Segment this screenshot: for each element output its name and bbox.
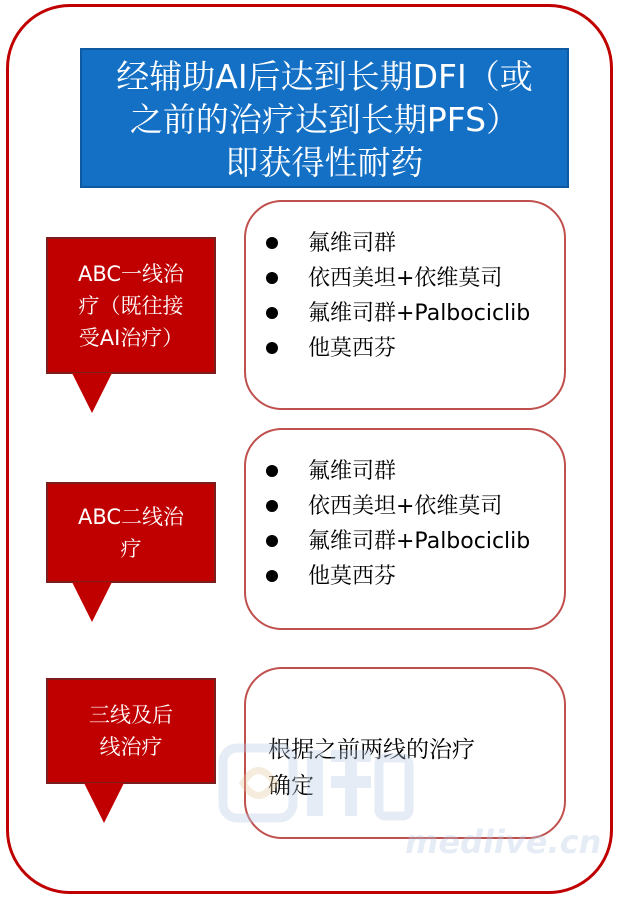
regimen-box-first-line — [244, 200, 566, 410]
list-item-text: 依西美坦+依维莫司 — [308, 266, 503, 291]
callout-second-line — [46, 482, 216, 583]
list-item-text: 氟维司群 — [308, 459, 397, 484]
bullet-icon — [266, 465, 278, 477]
regimen-note-line: 根据之前两线的治疗 — [268, 737, 475, 763]
list-item-text: 他莫西芬 — [308, 336, 397, 361]
bullet-icon — [266, 307, 278, 319]
regimen-list — [264, 454, 530, 594]
callout-third-line — [46, 678, 216, 784]
title-line: 之前的治疗达到长期PFS） — [129, 100, 520, 139]
list-item — [264, 331, 530, 366]
list-item — [264, 454, 530, 489]
regimen-box-third-line — [244, 667, 566, 839]
list-item — [264, 559, 530, 594]
regimen-note — [268, 732, 558, 804]
list-item — [264, 489, 530, 524]
callout-label-line: 疗 — [120, 536, 142, 561]
regimen-note-line: 确定 — [268, 773, 314, 799]
callout-label-line: 线治疗 — [99, 735, 163, 759]
list-item — [264, 524, 530, 559]
bullet-icon — [266, 237, 278, 249]
list-item-text: 氟维司群+Palbociclib — [308, 301, 531, 326]
title-box — [80, 48, 569, 188]
callout-pointer — [84, 783, 124, 823]
callout-label-line: 受AI治疗） — [78, 325, 184, 350]
list-item-text: 依西美坦+依维莫司 — [308, 494, 503, 519]
list-item — [264, 296, 530, 331]
list-item-text: 氟维司群 — [308, 231, 397, 256]
bullet-icon — [266, 342, 278, 354]
callout-pointer — [72, 582, 112, 622]
callout-label-line: 疗（既往接 — [78, 293, 184, 318]
regimen-list — [264, 226, 530, 366]
list-item-text: 氟维司群+Palbociclib — [308, 529, 531, 554]
callout-first-line — [46, 237, 216, 374]
watermark-text: medlive.cn — [405, 823, 602, 861]
list-item-text: 他莫西芬 — [308, 564, 397, 589]
callout-label-line: ABC二线治 — [77, 504, 185, 529]
bullet-icon — [266, 500, 278, 512]
list-item — [264, 226, 530, 261]
bullet-icon — [266, 535, 278, 547]
callout-label-line: ABC一线治 — [77, 261, 185, 286]
callout-label-line: 三线及后 — [89, 703, 173, 727]
list-item — [264, 261, 530, 296]
callout-pointer — [72, 373, 112, 413]
regimen-box-second-line — [244, 428, 566, 630]
bullet-icon — [266, 272, 278, 284]
bullet-icon — [266, 570, 278, 582]
title-line: 即获得性耐药 — [225, 143, 424, 182]
title-line: 经辅助AI后达到长期DFI（或 — [116, 57, 533, 96]
